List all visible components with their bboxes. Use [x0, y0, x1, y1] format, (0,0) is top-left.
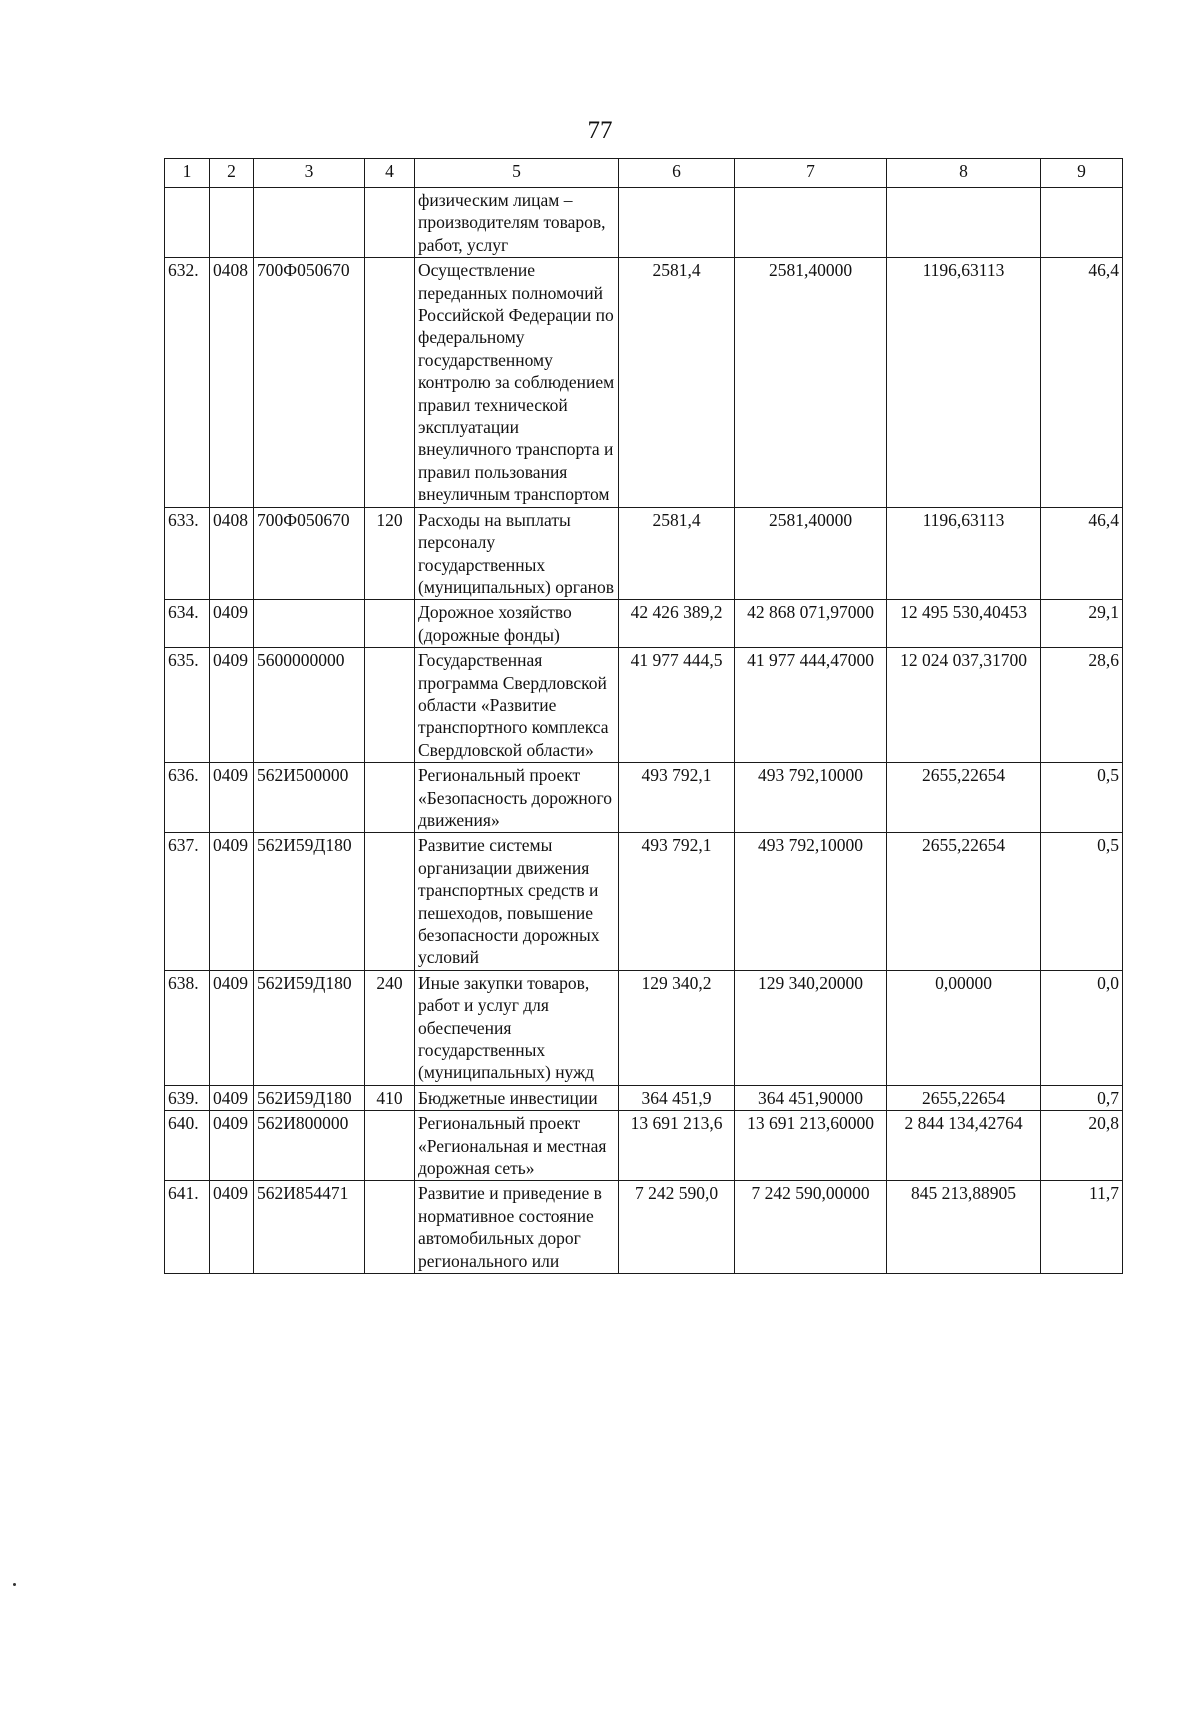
item-name: Иные закупки товаров, работ и услуг для обеспечения государственных (муниципальных) нужд — [415, 970, 619, 1085]
item-name: Бюджетные инвестиции — [415, 1085, 619, 1110]
row-number — [165, 188, 210, 258]
column-header: 9 — [1041, 159, 1123, 188]
column-header: 5 — [415, 159, 619, 188]
column-header: 6 — [619, 159, 735, 188]
item-name: Дорожное хозяйство (дорожные фонды) — [415, 600, 619, 648]
target-code: 562И59Д180 — [254, 1085, 365, 1110]
table-row — [165, 1181, 1123, 1274]
column-header: 4 — [365, 159, 415, 188]
expense-type — [365, 648, 415, 763]
plan-amount: 2581,40000 — [735, 258, 887, 507]
column-number-row — [165, 159, 1123, 188]
plan-amount: 493 792,10000 — [735, 763, 887, 833]
expense-type — [365, 833, 415, 970]
executed-amount: 0,00000 — [887, 970, 1041, 1085]
percent-executed: 0,7 — [1041, 1085, 1123, 1110]
column-header: 3 — [254, 159, 365, 188]
section-code: 0409 — [210, 763, 254, 833]
row-number: 640. — [165, 1111, 210, 1181]
target-code — [254, 600, 365, 648]
percent-executed: 11,7 — [1041, 1181, 1123, 1274]
item-name: Расходы на выплаты персоналу государственных (муниципальных) органов — [415, 507, 619, 600]
table-row — [165, 1085, 1123, 1110]
approved-amount: 13 691 213,6 — [619, 1111, 735, 1181]
section-code: 0408 — [210, 258, 254, 507]
target-code: 5600000000 — [254, 648, 365, 763]
approved-amount: 493 792,1 — [619, 833, 735, 970]
item-name: Развитие и приведение в нормативное состояние автомобильных дорог регионального или — [415, 1181, 619, 1274]
table-row — [165, 763, 1123, 833]
item-name: Государственная программа Свердловской области «Развитие транспортного комплекса Свердловской области» — [415, 648, 619, 763]
plan-amount — [735, 188, 887, 258]
executed-amount: 2655,22654 — [887, 833, 1041, 970]
percent-executed: 20,8 — [1041, 1111, 1123, 1181]
percent-executed — [1041, 188, 1123, 258]
plan-amount: 7 242 590,00000 — [735, 1181, 887, 1274]
item-name: Развитие системы организации движения транспортных средств и пешеходов, повышение безопасности дорожных условий — [415, 833, 619, 970]
target-code: 700Ф050670 — [254, 507, 365, 600]
section-code: 0409 — [210, 1111, 254, 1181]
target-code — [254, 188, 365, 258]
row-number: 641. — [165, 1181, 210, 1274]
item-name: физическим лицам – производителям товаров, работ, услуг — [415, 188, 619, 258]
row-number: 636. — [165, 763, 210, 833]
percent-executed: 0,5 — [1041, 833, 1123, 970]
expense-type: 410 — [365, 1085, 415, 1110]
table-row — [165, 600, 1123, 648]
row-number: 633. — [165, 507, 210, 600]
percent-executed: 46,4 — [1041, 258, 1123, 507]
percent-executed: 0,5 — [1041, 763, 1123, 833]
section-code — [210, 188, 254, 258]
target-code: 562И59Д180 — [254, 970, 365, 1085]
target-code: 562И59Д180 — [254, 833, 365, 970]
executed-amount: 12 024 037,31700 — [887, 648, 1041, 763]
approved-amount: 493 792,1 — [619, 763, 735, 833]
table-row — [165, 833, 1123, 970]
expense-type: 240 — [365, 970, 415, 1085]
section-code: 0409 — [210, 1181, 254, 1274]
table-row — [165, 258, 1123, 507]
expense-type — [365, 1181, 415, 1274]
expense-type — [365, 600, 415, 648]
approved-amount: 2581,4 — [619, 507, 735, 600]
target-code: 562И854471 — [254, 1181, 365, 1274]
executed-amount: 12 495 530,40453 — [887, 600, 1041, 648]
executed-amount: 1196,63113 — [887, 258, 1041, 507]
executed-amount: 2655,22654 — [887, 1085, 1041, 1110]
section-code: 0409 — [210, 970, 254, 1085]
plan-amount: 493 792,10000 — [735, 833, 887, 970]
row-number: 638. — [165, 970, 210, 1085]
approved-amount: 2581,4 — [619, 258, 735, 507]
plan-amount: 42 868 071,97000 — [735, 600, 887, 648]
section-code: 0408 — [210, 507, 254, 600]
plan-amount: 129 340,20000 — [735, 970, 887, 1085]
approved-amount: 42 426 389,2 — [619, 600, 735, 648]
target-code: 562И500000 — [254, 763, 365, 833]
percent-executed: 46,4 — [1041, 507, 1123, 600]
table-row — [165, 970, 1123, 1085]
plan-amount: 2581,40000 — [735, 507, 887, 600]
executed-amount: 2 844 134,42764 — [887, 1111, 1041, 1181]
item-name: Региональный проект «Безопасность дорожного движения» — [415, 763, 619, 833]
expense-type: 120 — [365, 507, 415, 600]
page-number: 77 — [587, 117, 613, 144]
percent-executed: 28,6 — [1041, 648, 1123, 763]
approved-amount: 7 242 590,0 — [619, 1181, 735, 1274]
approved-amount: 41 977 444,5 — [619, 648, 735, 763]
section-code: 0409 — [210, 833, 254, 970]
expense-type — [365, 258, 415, 507]
row-number: 635. — [165, 648, 210, 763]
approved-amount — [619, 188, 735, 258]
section-code: 0409 — [210, 648, 254, 763]
expense-type — [365, 1111, 415, 1181]
approved-amount: 364 451,9 — [619, 1085, 735, 1110]
table-row — [165, 188, 1123, 258]
section-code: 0409 — [210, 1085, 254, 1110]
expense-type — [365, 763, 415, 833]
plan-amount: 13 691 213,60000 — [735, 1111, 887, 1181]
table-row — [165, 507, 1123, 600]
executed-amount: 845 213,88905 — [887, 1181, 1041, 1274]
column-header: 7 — [735, 159, 887, 188]
percent-executed: 0,0 — [1041, 970, 1123, 1085]
target-code: 700Ф050670 — [254, 258, 365, 507]
expense-type — [365, 188, 415, 258]
approved-amount: 129 340,2 — [619, 970, 735, 1085]
column-header: 2 — [210, 159, 254, 188]
item-name: Региональный проект «Региональная и местная дорожная сеть» — [415, 1111, 619, 1181]
item-name: Осуществление переданных полномочий Российской Федерации по федеральному государственному контролю за соблюдением правил технической эксплуатации внеуличного транспорта и правил пользования внеуличным транспортом — [415, 258, 619, 507]
column-header: 8 — [887, 159, 1041, 188]
row-number: 632. — [165, 258, 210, 507]
row-number: 634. — [165, 600, 210, 648]
executed-amount: 1196,63113 — [887, 507, 1041, 600]
plan-amount: 364 451,90000 — [735, 1085, 887, 1110]
table-row — [165, 1111, 1123, 1181]
row-number: 639. — [165, 1085, 210, 1110]
percent-executed: 29,1 — [1041, 600, 1123, 648]
budget-table — [164, 158, 1123, 1274]
column-header: 1 — [165, 159, 210, 188]
table-row — [165, 648, 1123, 763]
section-code: 0409 — [210, 600, 254, 648]
plan-amount: 41 977 444,47000 — [735, 648, 887, 763]
executed-amount: 2655,22654 — [887, 763, 1041, 833]
row-number: 637. — [165, 833, 210, 970]
scan-speck — [13, 1583, 16, 1586]
target-code: 562И800000 — [254, 1111, 365, 1181]
executed-amount — [887, 188, 1041, 258]
